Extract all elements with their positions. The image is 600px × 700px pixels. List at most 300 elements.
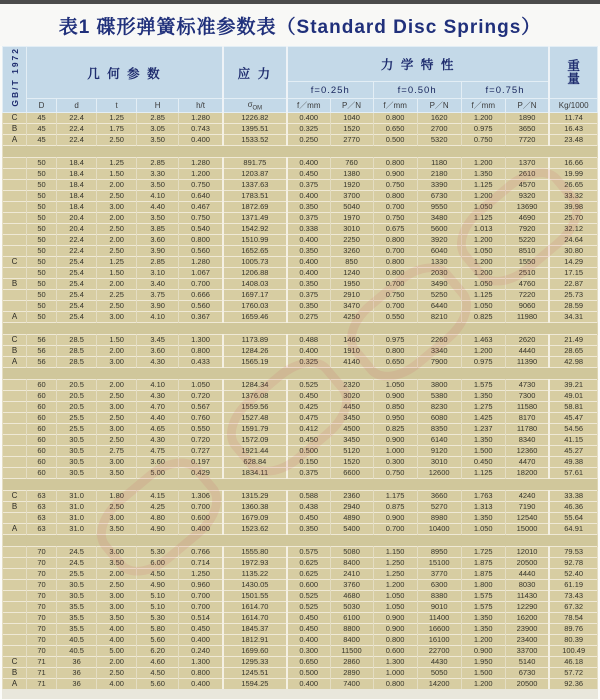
series-label-cell <box>3 180 27 191</box>
value-cell: 14.29 <box>549 257 597 268</box>
value-cell: 18.4 <box>57 191 97 202</box>
value-cell: 14200 <box>417 679 461 690</box>
value-cell: 0.275 <box>287 312 330 323</box>
value-cell: 0.800 <box>373 635 417 646</box>
value-cell: 0.450 <box>287 169 330 180</box>
value-cell: 0.450 <box>461 457 505 468</box>
separator-cell <box>3 368 598 380</box>
value-cell: 1430.05 <box>223 580 287 591</box>
value-cell: 5.30 <box>137 547 179 558</box>
header-deflection-050h: f=0.50h <box>373 82 461 99</box>
value-cell: 0.975 <box>461 357 505 368</box>
value-cell: 3700 <box>330 191 373 202</box>
value-cell: 61.19 <box>549 580 597 591</box>
spec-row <box>3 635 598 646</box>
series-label-cell: A <box>3 357 27 368</box>
value-cell: 3.05 <box>137 124 179 135</box>
value-cell: 2.50 <box>97 224 137 235</box>
value-cell: 1920 <box>330 180 373 191</box>
value-cell: 4470 <box>505 457 549 468</box>
value-cell: 1408.03 <box>223 279 287 290</box>
value-cell: 3450 <box>330 413 373 424</box>
value-cell: 3.50 <box>137 135 179 146</box>
series-label-cell: C <box>3 491 27 502</box>
value-cell: 0.650 <box>287 657 330 668</box>
series-label-cell <box>3 380 27 391</box>
value-cell: 0.700 <box>179 502 223 513</box>
value-cell: 5.10 <box>137 591 179 602</box>
value-cell: 4450 <box>330 402 373 413</box>
spec-row <box>3 180 598 191</box>
series-label-cell: A <box>3 312 27 323</box>
series-label-cell <box>3 646 27 657</box>
value-cell: 8030 <box>505 580 549 591</box>
value-cell: 16600 <box>417 624 461 635</box>
value-cell: 6100 <box>330 613 373 624</box>
value-cell: 3770 <box>417 569 461 580</box>
value-cell: 3390 <box>417 180 461 191</box>
value-cell: 16.66 <box>549 158 597 169</box>
spec-row <box>3 591 598 602</box>
value-cell: 2.75 <box>97 446 137 457</box>
header-mechanical: 力 学 特 性 <box>287 47 549 82</box>
value-cell: 1.050 <box>373 591 417 602</box>
value-cell: 4.30 <box>137 435 179 446</box>
spec-row <box>3 268 598 279</box>
spec-row <box>3 290 598 301</box>
value-cell: 60 <box>27 435 57 446</box>
value-cell: 0.433 <box>179 357 223 368</box>
value-cell: 6600 <box>330 468 373 479</box>
value-cell: 0.600 <box>373 646 417 657</box>
value-cell: 0.700 <box>373 246 417 257</box>
value-cell: 4.90 <box>137 580 179 591</box>
table-header <box>3 47 598 113</box>
value-cell: 0.525 <box>287 591 330 602</box>
value-cell: 1.25 <box>97 158 137 169</box>
value-cell: 0.400 <box>287 235 330 246</box>
value-cell: 0.400 <box>287 257 330 268</box>
value-cell: 11390 <box>505 357 549 368</box>
series-label-cell <box>3 635 27 646</box>
value-cell: 2.00 <box>97 213 137 224</box>
value-cell: 1845.37 <box>223 624 287 635</box>
value-cell: 0.800 <box>179 346 223 357</box>
unit-f-050: f／mm <box>373 99 417 113</box>
value-cell: 0.975 <box>461 124 505 135</box>
value-cell: 0.525 <box>287 380 330 391</box>
spec-row <box>3 279 598 290</box>
value-cell: 50 <box>27 279 57 290</box>
header-deflection-025h: f=0.25h <box>287 82 373 99</box>
value-cell: 28.5 <box>57 346 97 357</box>
value-cell: 0.750 <box>373 290 417 301</box>
spec-row <box>3 569 598 580</box>
value-cell: 8510 <box>505 246 549 257</box>
value-cell: 35.5 <box>57 602 97 613</box>
value-cell: 24.5 <box>57 558 97 569</box>
value-cell: 0.640 <box>179 191 223 202</box>
value-cell: 2510 <box>505 268 549 279</box>
value-cell: 0.700 <box>179 591 223 602</box>
series-label-cell <box>3 391 27 402</box>
value-cell: 0.488 <box>287 335 330 346</box>
value-cell: 4.60 <box>137 657 179 668</box>
value-cell: 0.412 <box>287 424 330 435</box>
spec-row <box>3 413 598 424</box>
value-cell: 22.4 <box>57 113 97 124</box>
separator-row <box>3 323 598 335</box>
value-cell: 8340 <box>505 435 549 446</box>
value-cell: 20500 <box>505 679 549 690</box>
value-cell: 0.875 <box>373 502 417 513</box>
value-cell: 58.81 <box>549 402 597 413</box>
value-cell: 0.400 <box>287 113 330 124</box>
value-cell: 49.38 <box>549 457 597 468</box>
value-cell: 0.300 <box>373 457 417 468</box>
value-cell: 11430 <box>505 591 549 602</box>
value-cell: 2.50 <box>97 668 137 679</box>
value-cell: 20500 <box>505 558 549 569</box>
value-cell: 0.350 <box>287 202 330 213</box>
value-cell: 4.75 <box>137 446 179 457</box>
table-body <box>3 113 598 690</box>
value-cell: 3340 <box>417 346 461 357</box>
value-cell: 36 <box>57 679 97 690</box>
spec-row <box>3 346 598 357</box>
series-label-cell: B <box>3 668 27 679</box>
separator-row <box>3 146 598 158</box>
value-cell: 42.98 <box>549 357 597 368</box>
value-cell: 1950 <box>330 279 373 290</box>
value-cell: 50 <box>27 158 57 169</box>
value-cell: 1.300 <box>179 657 223 668</box>
value-cell: 0.600 <box>179 513 223 524</box>
value-cell: 0.625 <box>287 569 330 580</box>
value-cell: 6730 <box>505 668 549 679</box>
value-cell: 1.050 <box>461 301 505 312</box>
value-cell: 78.54 <box>549 613 597 624</box>
value-cell: 1.50 <box>97 169 137 180</box>
value-cell: 3.10 <box>137 268 179 279</box>
value-cell: 0.666 <box>179 290 223 301</box>
value-cell: 5050 <box>417 668 461 679</box>
value-cell: 9550 <box>417 202 461 213</box>
value-cell: 3.40 <box>137 279 179 290</box>
spec-row <box>3 135 598 146</box>
value-cell: 28.59 <box>549 301 597 312</box>
spec-row <box>3 624 598 635</box>
value-cell: 64.91 <box>549 524 597 535</box>
value-cell: 1.200 <box>461 268 505 279</box>
value-cell: 71 <box>27 657 57 668</box>
value-cell: 1.050 <box>461 279 505 290</box>
value-cell: 1.000 <box>373 446 417 457</box>
value-cell: 45.27 <box>549 446 597 457</box>
value-cell: 3920 <box>417 235 461 246</box>
value-cell: 2.50 <box>97 502 137 513</box>
col-header-t: t <box>97 99 137 113</box>
value-cell: 0.625 <box>287 558 330 569</box>
value-cell: 4430 <box>417 657 461 668</box>
value-cell: 57.61 <box>549 468 597 479</box>
value-cell: 1620 <box>417 113 461 124</box>
value-cell: 5.00 <box>97 646 137 657</box>
value-cell: 4.25 <box>137 502 179 513</box>
value-cell: 12540 <box>505 513 549 524</box>
value-cell: 60 <box>27 468 57 479</box>
value-cell: 1005.73 <box>223 257 287 268</box>
value-cell: 0.567 <box>179 402 223 413</box>
spec-row <box>3 213 598 224</box>
spec-row <box>3 357 598 368</box>
value-cell: 12360 <box>505 446 549 457</box>
value-cell: 1315.29 <box>223 491 287 502</box>
value-cell: 70 <box>27 613 57 624</box>
value-cell: 1834.11 <box>223 468 287 479</box>
value-cell: 3.00 <box>97 513 137 524</box>
value-cell: 0.700 <box>179 602 223 613</box>
value-cell: 5030 <box>330 602 373 613</box>
value-cell: 1284.34 <box>223 380 287 391</box>
value-cell: 4.50 <box>137 569 179 580</box>
spec-row <box>3 391 598 402</box>
value-cell: 22700 <box>417 646 461 657</box>
value-cell: 1.150 <box>373 547 417 558</box>
value-cell: 4440 <box>505 569 549 580</box>
value-cell: 1.050 <box>373 380 417 391</box>
value-cell: 20.4 <box>57 224 97 235</box>
value-cell: 1555.80 <box>223 547 287 558</box>
series-label-cell <box>3 413 27 424</box>
value-cell: 11980 <box>505 312 549 323</box>
value-cell: 3660 <box>417 491 461 502</box>
value-cell: 0.400 <box>287 679 330 690</box>
series-label-cell <box>3 446 27 457</box>
value-cell: 8230 <box>417 402 461 413</box>
series-label-cell <box>3 602 27 613</box>
value-cell: 1.350 <box>461 513 505 524</box>
value-cell: 3490 <box>417 279 461 290</box>
value-cell: 8380 <box>417 591 461 602</box>
value-cell: 1614.70 <box>223 602 287 613</box>
value-cell: 0.800 <box>373 346 417 357</box>
value-cell: 2.50 <box>97 413 137 424</box>
value-cell: 45.47 <box>549 413 597 424</box>
value-cell: 4240 <box>505 491 549 502</box>
value-cell: 0.900 <box>373 513 417 524</box>
value-cell: 1921.44 <box>223 446 287 457</box>
value-cell: 1.200 <box>179 169 223 180</box>
col-header-D: D <box>27 99 57 113</box>
series-label-cell <box>3 290 27 301</box>
value-cell: 2.50 <box>97 135 137 146</box>
value-cell: 21.49 <box>549 335 597 346</box>
value-cell: 1.200 <box>461 257 505 268</box>
value-cell: 5380 <box>417 391 461 402</box>
value-cell: 0.540 <box>179 224 223 235</box>
separator-row <box>3 535 598 547</box>
value-cell: 16100 <box>417 635 461 646</box>
value-cell: 28.5 <box>57 357 97 368</box>
value-cell: 1.237 <box>461 424 505 435</box>
series-label-cell <box>3 513 27 524</box>
value-cell: 31.0 <box>57 491 97 502</box>
spec-row <box>3 580 598 591</box>
spec-row <box>3 502 598 513</box>
value-cell: 1.050 <box>461 524 505 535</box>
spec-row <box>3 513 598 524</box>
value-cell: 0.575 <box>287 547 330 558</box>
value-cell: 850 <box>330 257 373 268</box>
value-cell: 9120 <box>417 446 461 457</box>
value-cell: 0.325 <box>287 124 330 135</box>
value-cell: 6.20 <box>137 646 179 657</box>
value-cell: 0.800 <box>373 158 417 169</box>
value-cell: 3.90 <box>137 246 179 257</box>
value-cell: 1550 <box>505 257 549 268</box>
value-cell: 50 <box>27 191 57 202</box>
value-cell: 46.18 <box>549 657 597 668</box>
value-cell: 1.50 <box>97 268 137 279</box>
bottom-strip <box>2 689 598 699</box>
value-cell: 1380 <box>330 169 373 180</box>
value-cell: 1.50 <box>97 335 137 346</box>
value-cell: 0.800 <box>179 668 223 679</box>
value-cell: 5.30 <box>137 613 179 624</box>
value-cell: 4.90 <box>137 524 179 535</box>
value-cell: 3.00 <box>97 457 137 468</box>
value-cell: 3.50 <box>137 213 179 224</box>
value-cell: 5250 <box>417 290 461 301</box>
spec-row <box>3 602 598 613</box>
value-cell: 0.750 <box>373 180 417 191</box>
spec-row <box>3 257 598 268</box>
value-cell: 30.5 <box>57 457 97 468</box>
value-cell: 70 <box>27 635 57 646</box>
value-cell: 1173.89 <box>223 335 287 346</box>
value-cell: 1.200 <box>461 158 505 169</box>
value-cell: 1559.56 <box>223 402 287 413</box>
header-weight: 重 量 <box>549 47 597 99</box>
value-cell: 0.825 <box>373 424 417 435</box>
value-cell: 1872.69 <box>223 202 287 213</box>
separator-cell <box>3 535 598 547</box>
value-cell: 25.73 <box>549 290 597 301</box>
value-cell: 18200 <box>505 468 549 479</box>
value-cell: 1.200 <box>461 679 505 690</box>
col-header-H: H <box>137 99 179 113</box>
value-cell: 7220 <box>505 290 549 301</box>
value-cell: 16.43 <box>549 124 597 135</box>
value-cell: 1.275 <box>461 402 505 413</box>
spec-row <box>3 424 598 435</box>
value-cell: 46.36 <box>549 502 597 513</box>
value-cell: 70 <box>27 569 57 580</box>
value-cell: 1.125 <box>461 180 505 191</box>
value-cell: 30.5 <box>57 468 97 479</box>
value-cell: 7900 <box>417 357 461 368</box>
value-cell: 70 <box>27 602 57 613</box>
value-cell: 5.60 <box>137 635 179 646</box>
value-cell: 1.875 <box>461 569 505 580</box>
value-cell: 4.10 <box>137 312 179 323</box>
value-cell: 1.000 <box>373 668 417 679</box>
value-cell: 1.500 <box>461 446 505 457</box>
value-cell: 17.15 <box>549 268 597 279</box>
value-cell: 1.350 <box>461 613 505 624</box>
value-cell: 11780 <box>505 424 549 435</box>
value-cell: 0.450 <box>287 391 330 402</box>
value-cell: 4140 <box>330 357 373 368</box>
value-cell: 1.200 <box>461 635 505 646</box>
value-cell: 0.400 <box>179 524 223 535</box>
unit-weight: Kg/1000 <box>549 99 597 113</box>
value-cell: 2.25 <box>97 290 137 301</box>
value-cell: 25.4 <box>57 268 97 279</box>
spec-row <box>3 491 598 502</box>
value-cell: 1337.63 <box>223 180 287 191</box>
value-cell: 0.750 <box>461 135 505 146</box>
value-cell: 1180 <box>417 158 461 169</box>
value-cell: 0.400 <box>287 346 330 357</box>
value-cell: 0.150 <box>287 457 330 468</box>
value-cell: 1970 <box>330 213 373 224</box>
value-cell: 0.550 <box>373 312 417 323</box>
value-cell: 2860 <box>330 657 373 668</box>
value-cell: 0.525 <box>287 602 330 613</box>
value-cell: 16200 <box>505 613 549 624</box>
value-cell: 0.720 <box>179 435 223 446</box>
value-cell: 50 <box>27 312 57 323</box>
unit-p-050: P／N <box>417 99 461 113</box>
value-cell: 0.467 <box>179 202 223 213</box>
value-cell: 5040 <box>330 202 373 213</box>
value-cell: 0.960 <box>179 580 223 591</box>
value-cell: 23900 <box>505 624 549 635</box>
value-cell: 33.32 <box>549 191 597 202</box>
value-cell: 22.4 <box>57 235 97 246</box>
value-cell: 4.30 <box>137 391 179 402</box>
value-cell: 0.338 <box>287 224 330 235</box>
value-cell: 35.5 <box>57 624 97 635</box>
spec-row <box>3 301 598 312</box>
spec-row <box>3 435 598 446</box>
value-cell: 3.60 <box>137 457 179 468</box>
value-cell: 1.763 <box>461 491 505 502</box>
value-cell: 8400 <box>330 558 373 569</box>
value-cell: 52.40 <box>549 569 597 580</box>
value-cell: 0.800 <box>373 113 417 124</box>
value-cell: 1.313 <box>461 502 505 513</box>
value-cell: 30.5 <box>57 435 97 446</box>
value-cell: 0.350 <box>287 301 330 312</box>
value-cell: 0.400 <box>287 191 330 202</box>
value-cell: 25.4 <box>57 290 97 301</box>
value-cell: 0.650 <box>373 124 417 135</box>
value-cell: 1376.08 <box>223 391 287 402</box>
value-cell: 1.500 <box>461 668 505 679</box>
value-cell: 2030 <box>417 268 461 279</box>
value-cell: 1591.79 <box>223 424 287 435</box>
value-cell: 4.40 <box>137 202 179 213</box>
series-label-cell: B <box>3 502 27 513</box>
value-cell: 1460 <box>330 335 373 346</box>
value-cell: 5400 <box>330 524 373 535</box>
value-cell: 1135.22 <box>223 569 287 580</box>
value-cell: 5320 <box>417 135 461 146</box>
value-cell: 60 <box>27 446 57 457</box>
